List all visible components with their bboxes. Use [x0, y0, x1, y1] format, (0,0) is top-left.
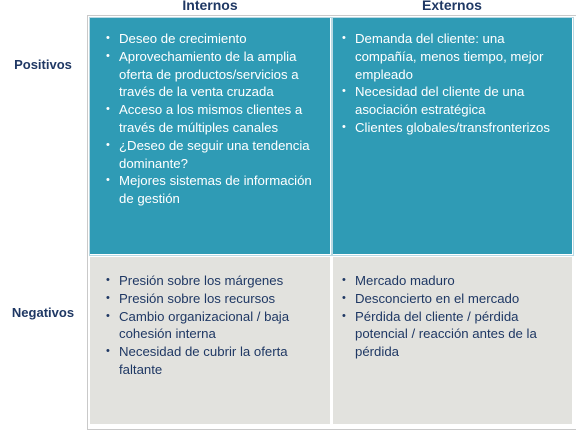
list-item: • Clientes globales/transfronterizos [342, 119, 562, 137]
list-item: • ¿Deseo de seguir una tendencia dominante? [106, 137, 316, 173]
cell-positive-internal [90, 18, 331, 255]
list-negative-internal [106, 272, 316, 379]
list-item: • Necesidad del cliente de una asociación estratégica [342, 83, 562, 119]
row-header-negative: Negativos [11, 305, 75, 320]
cell-negative-external [333, 257, 573, 425]
list-item: • Aprovechamiento de la amplia oferta de productos/servicios a través de la venta cruzada [106, 48, 316, 101]
list-item: • Mercado maduro [342, 272, 554, 290]
cell-negative-internal [90, 257, 331, 425]
list-item: • Pérdida del cliente / pérdida potencial / reacción antes de la pérdida [342, 308, 554, 361]
cell-positive-external [333, 18, 573, 255]
list-item: • Desconcierto en el mercado [342, 290, 554, 308]
list-item: • Cambio organizacional / baja cohesión interna [106, 308, 316, 344]
list-item: • Presión sobre los márgenes [106, 272, 316, 290]
list-positive-internal [106, 30, 316, 208]
list-item: • Acceso a los mismos clientes a través de múltiples canales [106, 101, 316, 137]
column-header-external: Externos [422, 0, 482, 13]
row-header-positive: Positivos [14, 57, 72, 72]
list-positive-external [342, 30, 562, 137]
list-item: • Presión sobre los recursos [106, 290, 316, 308]
list-negative-external [342, 272, 554, 361]
column-header-internal: Internos [182, 0, 238, 13]
list-item: • Necesidad de cubrir la oferta faltante [106, 343, 316, 379]
list-item: • Deseo de crecimiento [106, 30, 316, 48]
list-item: • Mejores sistemas de información de gestión [106, 172, 316, 208]
list-item: • Demanda del cliente: una compañía, menos tiempo, mejor empleado [342, 30, 562, 83]
